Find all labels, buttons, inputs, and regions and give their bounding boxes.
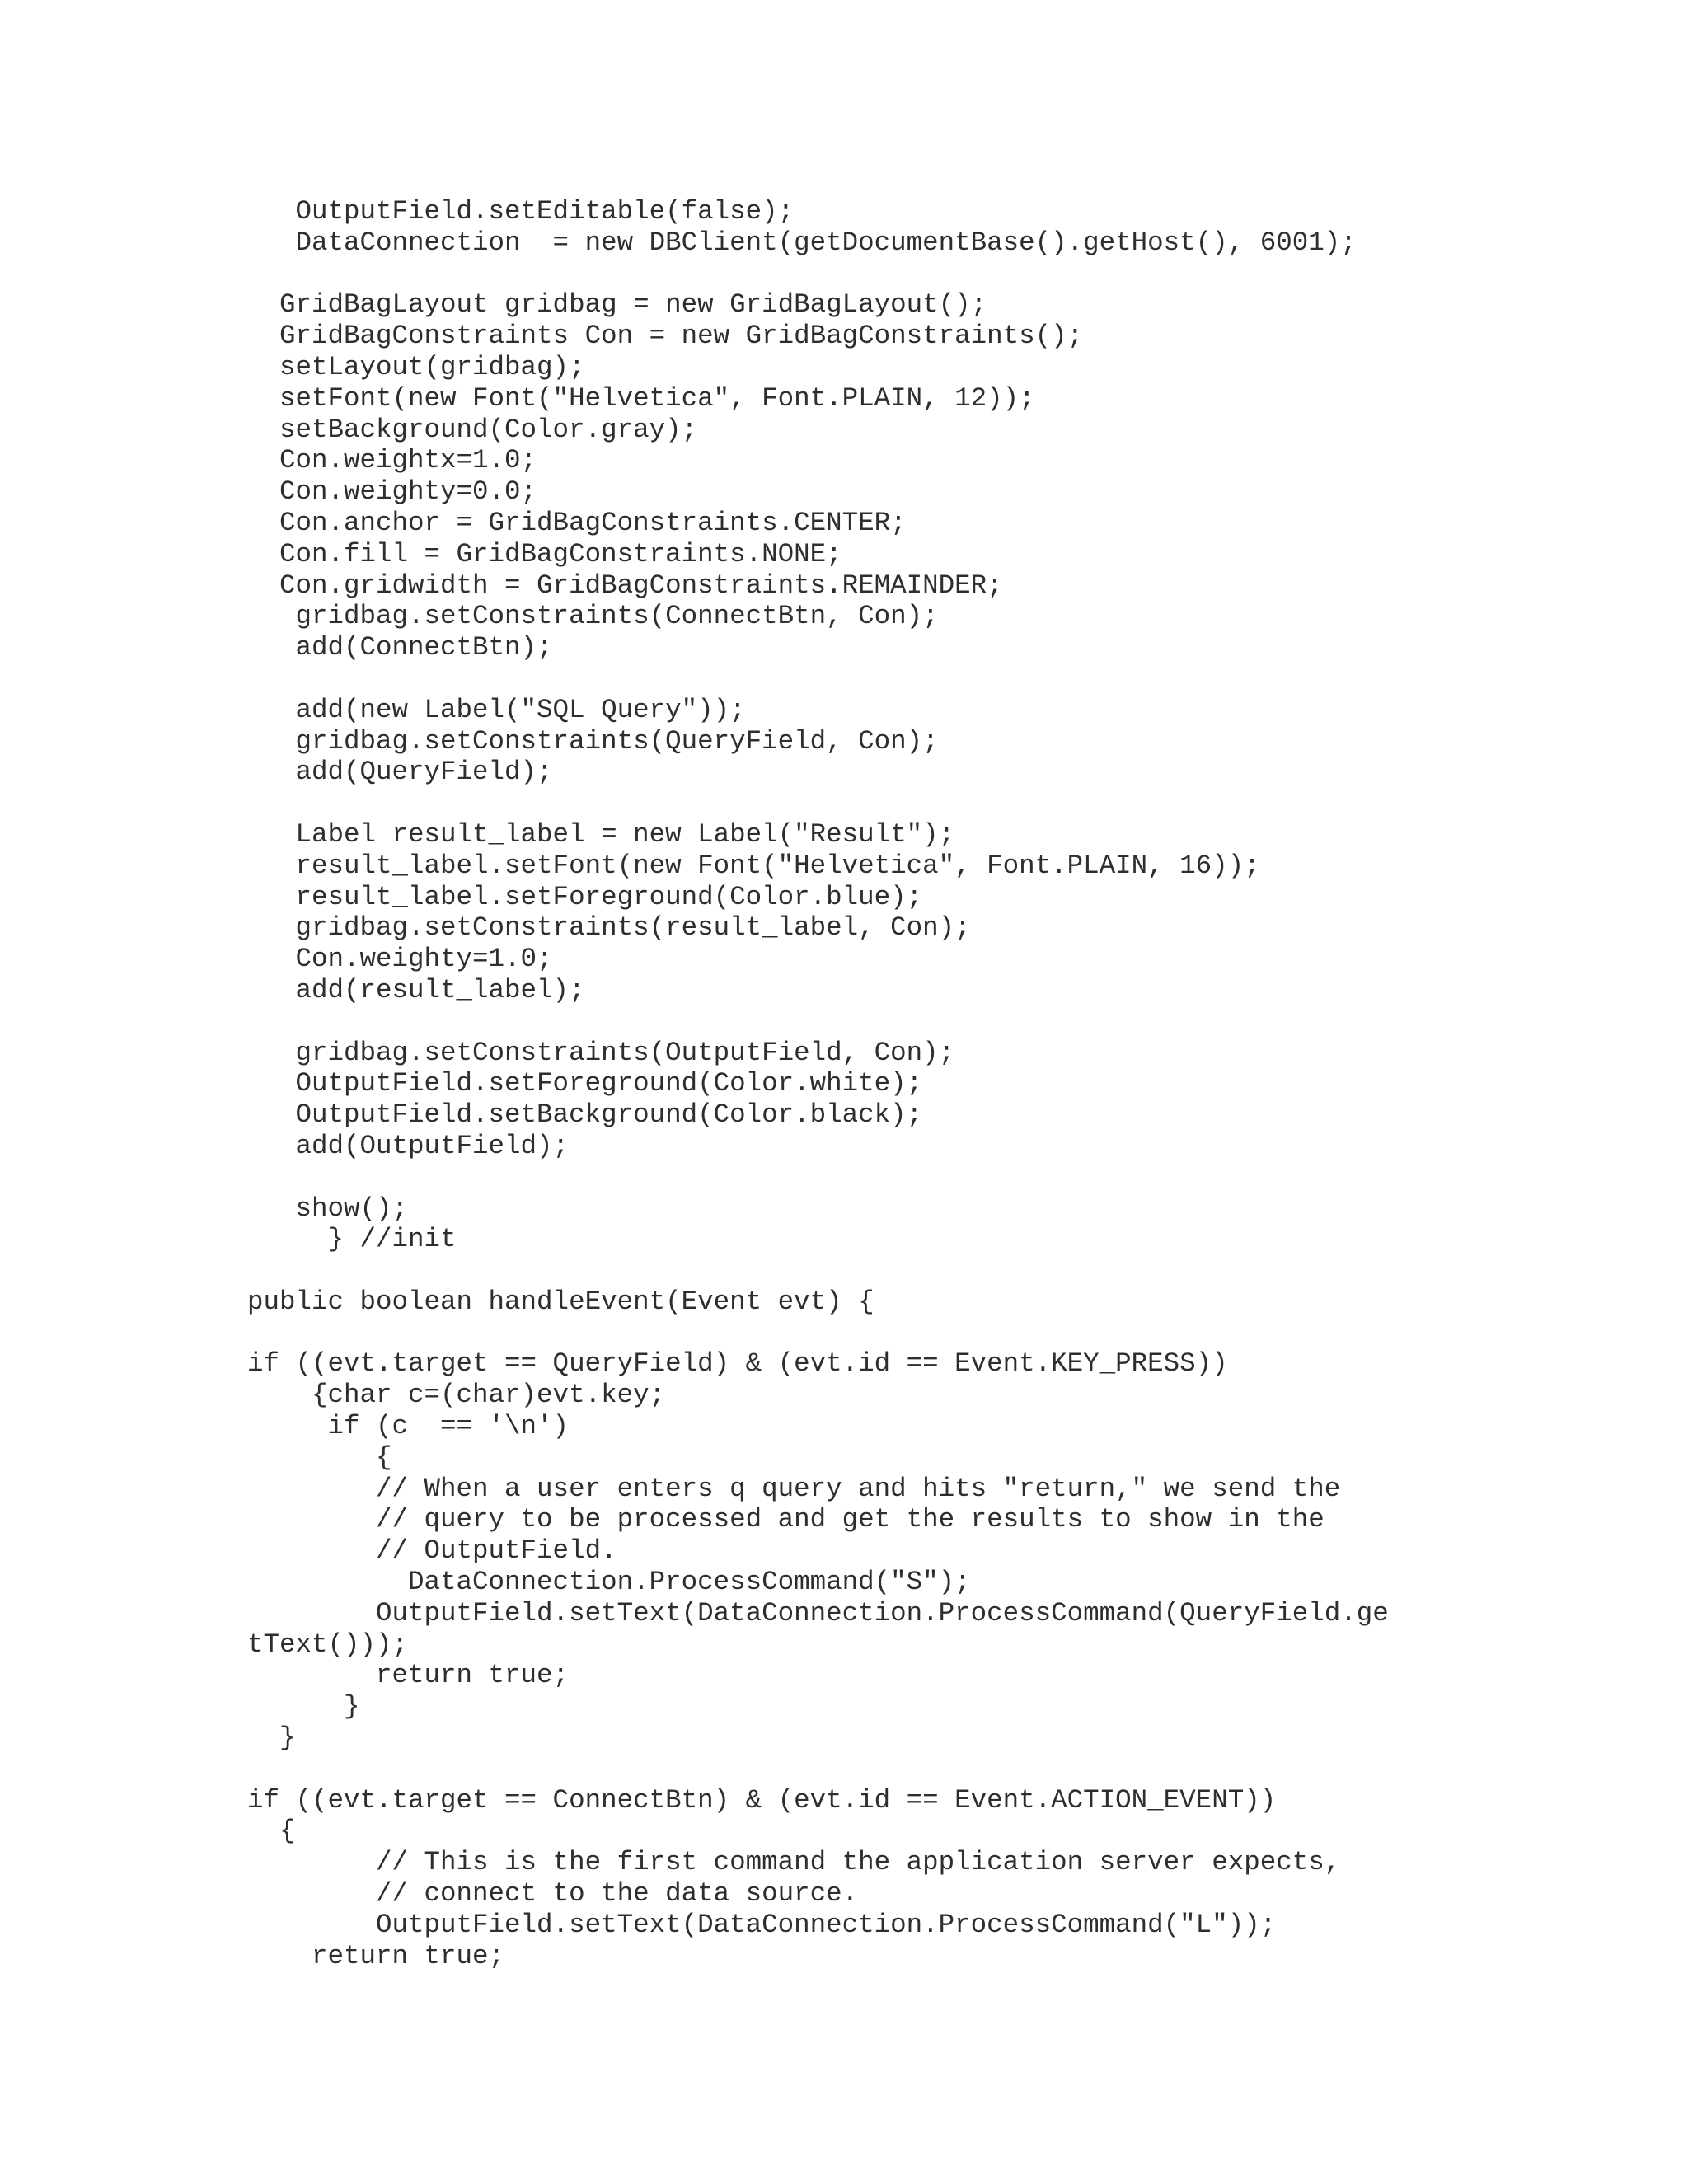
code-line: Con.weighty=1.0;: [247, 944, 553, 975]
code-line: // connect to the data source.: [247, 1878, 859, 1910]
code-line: {char c=(char)evt.key;: [247, 1380, 666, 1411]
code-line: result_label.setFont(new Font("Helvetica", Font.PLAIN, 16));: [247, 850, 1260, 881]
code-line: }: [247, 1722, 296, 1754]
code-line: add(OutputField);: [247, 1130, 570, 1161]
code-line: OutputField.setBackground(Color.black);: [247, 1099, 923, 1131]
code-line: result_label.setForeground(Color.blue);: [247, 881, 923, 912]
code-line: return true;: [247, 1660, 570, 1691]
code-line: Con.weighty=0.0;: [247, 476, 537, 508]
code-line: if (c == '\n'): [247, 1411, 570, 1442]
code-line: {: [247, 1816, 296, 1847]
code-line: OutputField.setText(DataConnection.ProcessCommand("L"));: [247, 1909, 1277, 1940]
code-line: [247, 1006, 1648, 1038]
code-line: setBackground(Color.gray);: [247, 414, 698, 445]
code-line: Con.fill = GridBagConstraints.NONE;: [247, 538, 842, 569]
code-line: {: [247, 1441, 392, 1473]
code-line: add(ConnectBtn);: [247, 632, 553, 663]
code-line: setLayout(gridbag);: [247, 351, 585, 382]
code-line: GridBagLayout gridbag = new GridBagLayout();: [247, 289, 987, 321]
code-line: add(new Label("SQL Query"));: [247, 694, 746, 725]
code-line: OutputField.setText(DataConnection.ProcessCommand(QueryField.ge: [247, 1597, 1389, 1629]
code-line: DataConnection = new DBClient(getDocumentBase().getHost(), 6001);: [247, 227, 1357, 258]
code-line: gridbag.setConstraints(QueryField, Con);: [247, 725, 939, 757]
code-line: [247, 1255, 1648, 1286]
code-line: Con.weightx=1.0;: [247, 445, 537, 476]
code-line: Con.gridwidth = GridBagConstraints.REMAINDER;: [247, 569, 1003, 601]
code-line: [247, 1754, 1648, 1785]
code-line: [247, 1162, 1648, 1193]
code-line: } //init: [247, 1224, 457, 1255]
code-line: Label result_label = new Label("Result");: [247, 818, 955, 850]
code-line: public boolean handleEvent(Event evt) {: [247, 1286, 874, 1317]
code-line: [247, 788, 1648, 819]
code-line: gridbag.setConstraints(ConnectBtn, Con);: [247, 601, 939, 632]
code-line: show();: [247, 1193, 409, 1224]
code-line: DataConnection.ProcessCommand("S");: [247, 1567, 971, 1598]
code-line: // This is the first command the application server expects,: [247, 1847, 1341, 1878]
code-line: // query to be processed and get the results to show in the: [247, 1504, 1325, 1535]
code-line: tText()));: [247, 1629, 409, 1660]
code-line: gridbag.setConstraints(result_label, Con);: [247, 912, 971, 944]
code-line: [247, 1318, 1648, 1349]
code-line: gridbag.setConstraints(OutputField, Con);: [247, 1037, 955, 1068]
code-line: OutputField.setForeground(Color.white);: [247, 1068, 923, 1099]
code-line: GridBagConstraints Con = new GridBagConstraints();: [247, 321, 1084, 352]
code-line: setFont(new Font("Helvetica", Font.PLAIN, 12));: [247, 382, 1035, 414]
code-line: OutputField.setEditable(false);: [247, 196, 795, 227]
code-line: // OutputField.: [247, 1535, 617, 1567]
code-listing: [247, 196, 1648, 1971]
code-line: [247, 663, 1648, 695]
code-line: [247, 259, 1648, 290]
code-line: add(QueryField);: [247, 757, 553, 788]
code-line: if ((evt.target == QueryField) & (evt.id == Event.KEY_PRESS)): [247, 1348, 1228, 1380]
code-line: }: [247, 1691, 360, 1722]
code-line: return true;: [247, 1940, 505, 1971]
code-line: Con.anchor = GridBagConstraints.CENTER;: [247, 507, 907, 538]
code-line: if ((evt.target == ConnectBtn) & (evt.id == Event.ACTION_EVENT)): [247, 1784, 1277, 1816]
code-line: // When a user enters q query and hits "return," we send the: [247, 1473, 1341, 1504]
code-line: add(result_label);: [247, 974, 585, 1005]
